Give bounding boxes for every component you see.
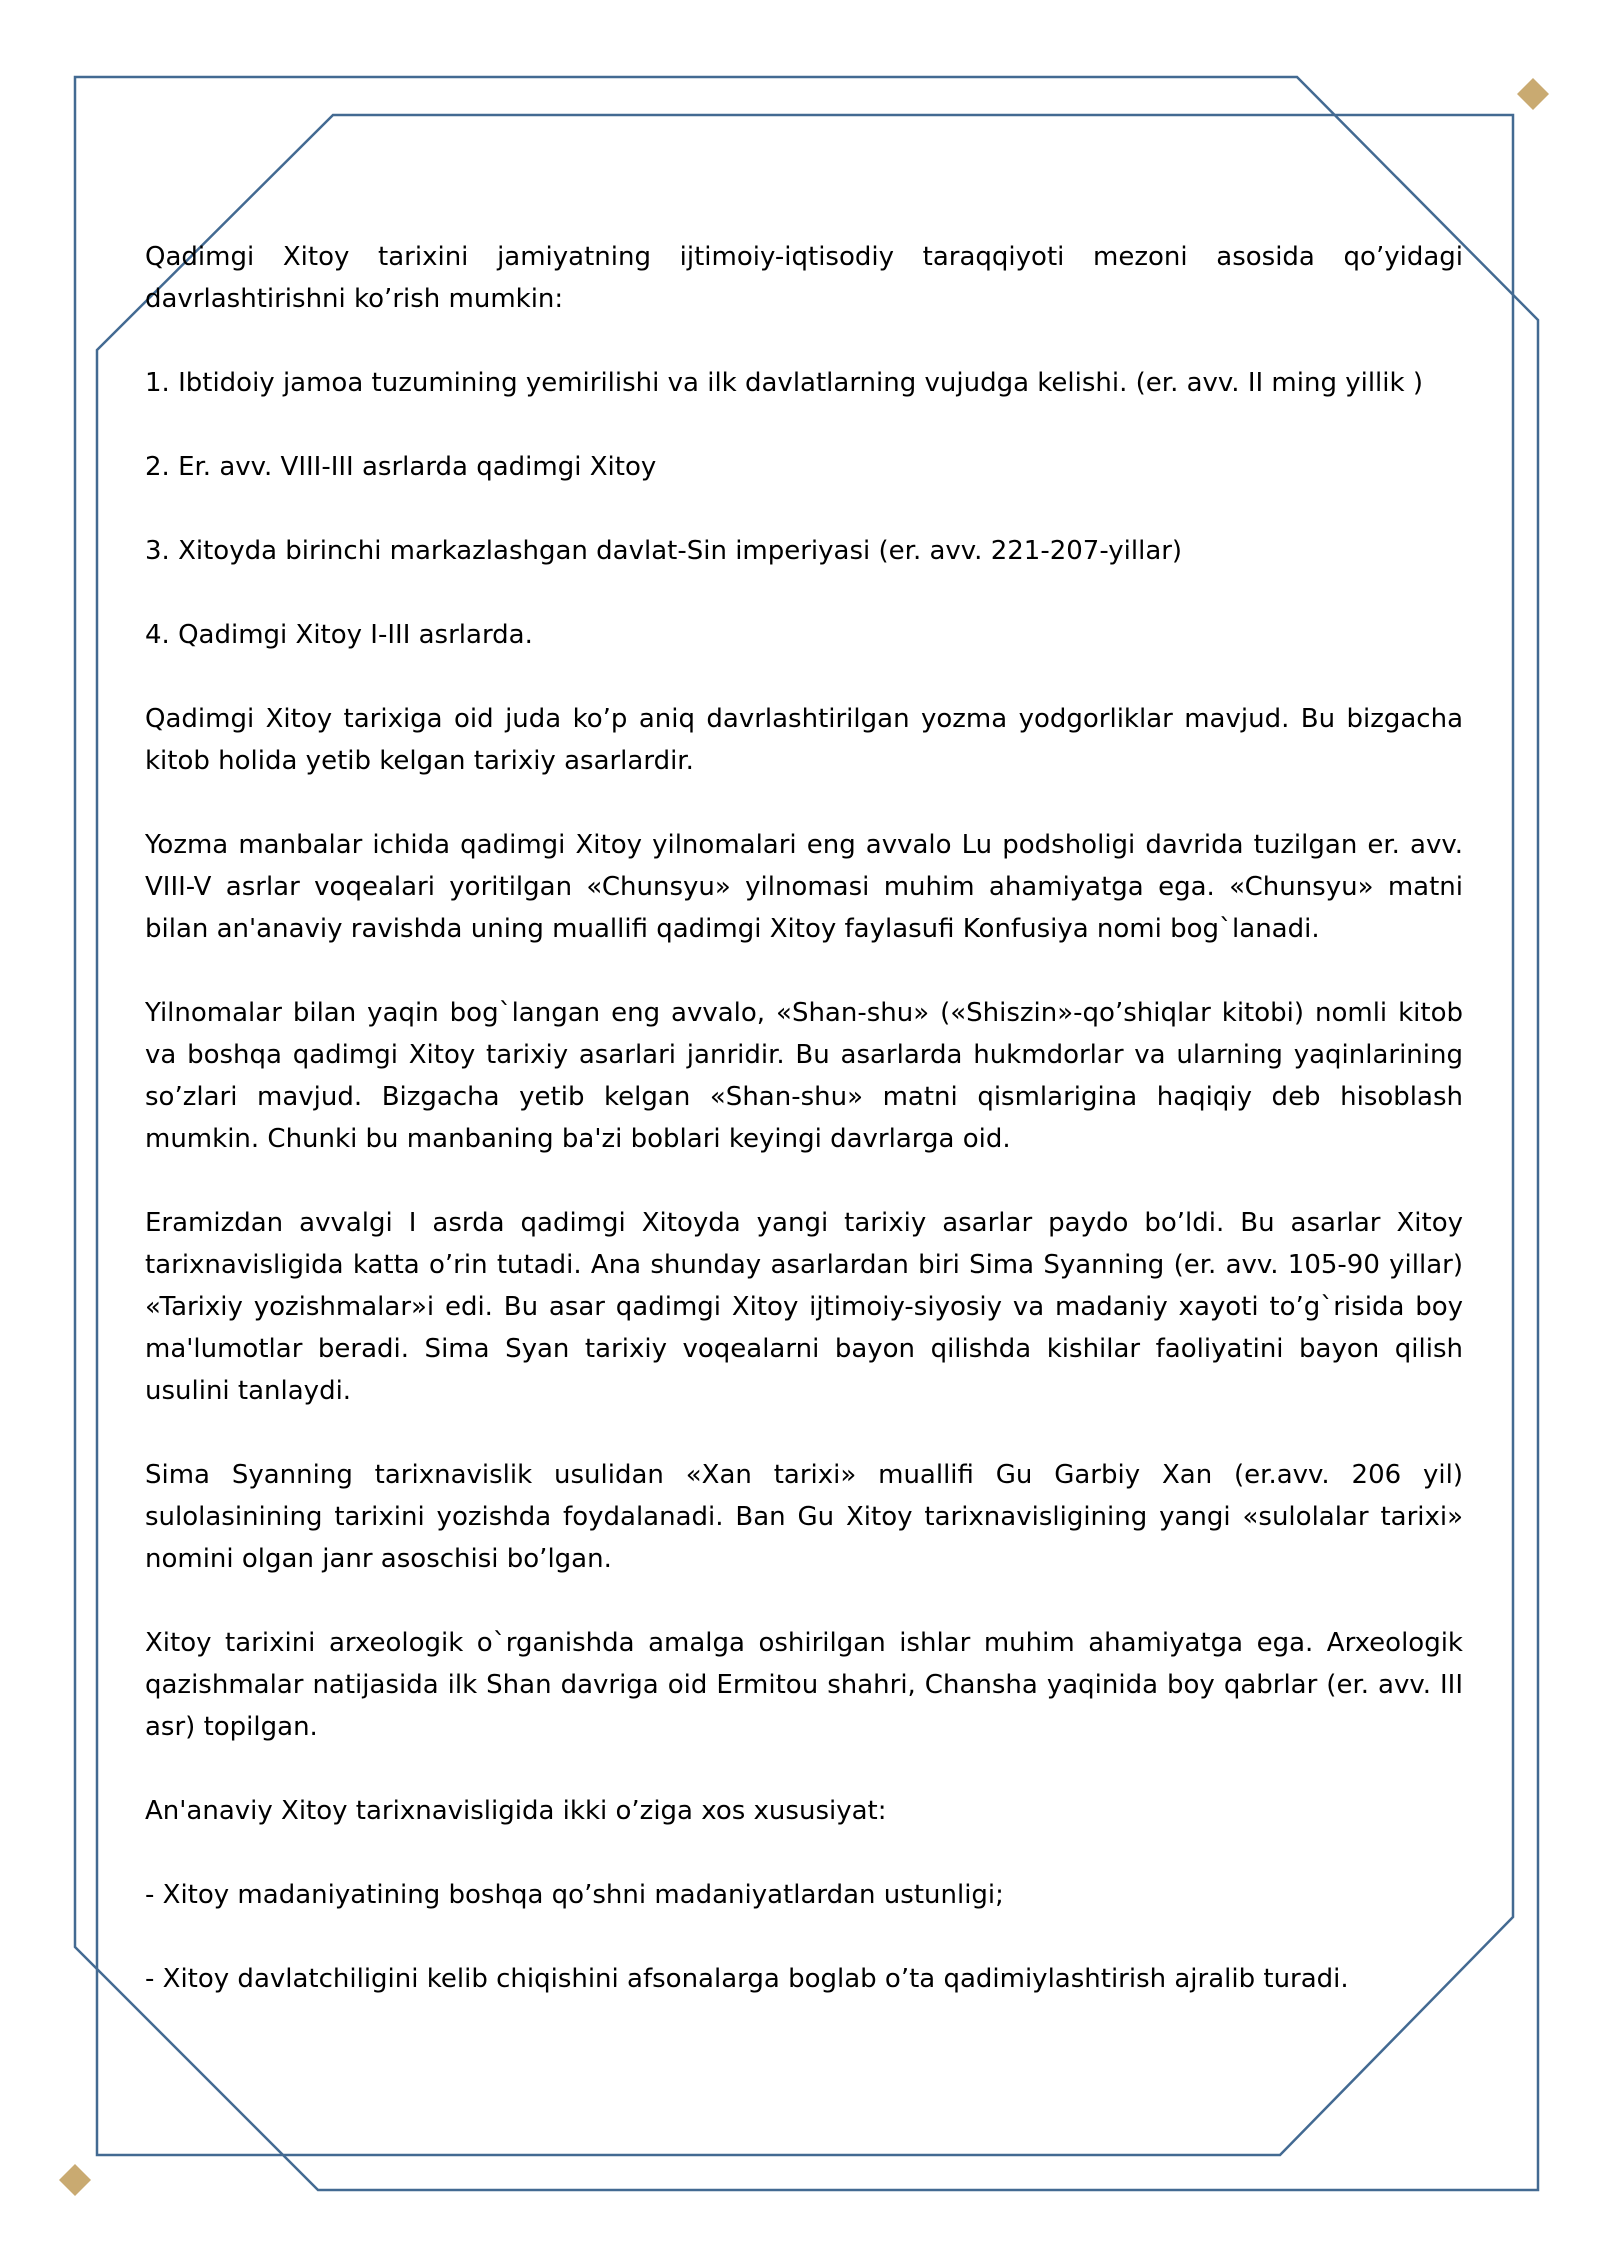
list-item-4: 4. Qadimgi Xitoy I-III asrlarda. [145, 620, 533, 650]
paragraph-traditional-features: An'anaviy Xitoy tarixnavisligida ikki o’ziga xos xususiyat: [145, 1796, 887, 1826]
diamond-top-right [1517, 78, 1549, 110]
list-item-1: 1. Ibtidoiy jamoa tuzumining yemirilishi va ilk davlatlarning vujudga kelishi. (er. avv. II ming yillik ) [145, 368, 1423, 398]
feature-item-1: - Xitoy madaniyatining boshqa qo’shni madaniyatlardan ustunligi; [145, 1880, 1004, 1910]
diamond-bottom-left [59, 2164, 91, 2196]
paragraph-sima-syan: Eramizdan avvalgi I asrda qadimgi Xitoyda yangi tarixiy asarlar paydo bo’ldi. Bu asarlar Xitoy tarixnavisligida katta o’rin tutadi. Ana shunday asarlardan biri Sima Syanning (er. avv. 105-90 yillar) «Tarixiy yozishmalar»i edi. Bu asar qadimgi Xitoy ijtimoiy-siyosiy va madaniy xayoti to’g`risida boy ma'lumotlar beradi. Sima Syan tarixiy voqealarni bayon qilishda kishilar faoliyatini bayon qilish usulini tanlaydi. [145, 1208, 1463, 1406]
list-item-3: 3. Xitoyda birinchi markazlashgan davlat-Sin imperiyasi (er. avv. 221-207-yillar) [145, 536, 1183, 566]
paragraph-ban-gu: Sima Syanning tarixnavislik usulidan «Xan tarixi» muallifi Gu Garbiy Xan (er.avv. 206 yil) sulolasinining tarixini yozishda foydalanadi. Ban Gu Xitoy tarixnavisligining yangi «sulolalar tarixi» nomini olgan janr asoschisi bo’lgan. [145, 1460, 1463, 1574]
feature-item-2: - Xitoy davlatchiligini kelib chiqishini afsonalarga boglab o’ta qadimiylashtirish ajralib turadi. [145, 1964, 1349, 1994]
list-item-2: 2. Er. avv. VIII-III asrlarda qadimgi Xitoy [145, 452, 657, 482]
paragraph-shan-shu: Yilnomalar bilan yaqin bog`langan eng avvalo, «Shan-shu» («Shiszin»-qo’shiqlar kitobi) nomli kitob va boshqa qadimgi Xitoy tarixiy asarlari janridir. Bu asarlarda hukmdorlar va ularning yaqinlarining so’zlari mavjud. Bizgacha yetib kelgan «Shan-shu» matni qismlarigina haqiqiy deb hisoblash mumkin. Chunki bu manbaning ba'zi boblari keyingi davrlarga oid. [145, 998, 1463, 1154]
paragraph-chunsyu: Yozma manbalar ichida qadimgi Xitoy yilnomalari eng avvalo Lu podsholigi davrida tuzilgan er. avv. VIII-V asrlar voqealari yoritilgan «Chunsyu» yilnomasi muhim ahamiyatga ega. «Chunsyu» matni bilan an'anaviy ravishda uning muallifi qadimgi Xitoy faylasufi Konfusiya nomi bog`lanadi. [145, 830, 1463, 944]
document-body [145, 236, 1463, 2000]
paragraph-written-monuments: Qadimgi Xitoy tarixiga oid juda ko’p aniq davrlashtirilgan yozma yodgorliklar mavjud. Bu bizgacha kitob holida yetib kelgan tarixiy asarlardir. [145, 704, 1463, 776]
intro-paragraph: Qadimgi Xitoy tarixini jamiyatning ijtimoiy-iqtisodiy taraqqiyoti mezoni asosida qo’yidagi davrlashtirishni ko’rish mumkin: [145, 242, 1463, 314]
paragraph-archaeology: Xitoy tarixini arxeologik o`rganishda amalga oshirilgan ishlar muhim ahamiyatga ega. Arxeologik qazishmalar natijasida ilk Shan davriga oid Ermitou shahri, Chansha yaqinida boy qabrlar (er. avv. III asr) topilgan. [145, 1628, 1463, 1742]
